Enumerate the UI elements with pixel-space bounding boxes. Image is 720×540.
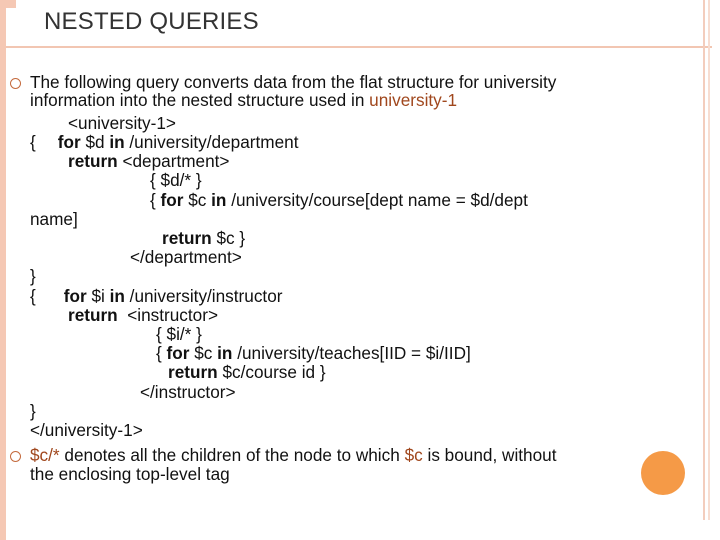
decorative-circle — [641, 451, 685, 495]
title-rule — [6, 46, 712, 48]
code-line-8: </department> — [130, 247, 242, 267]
bullet2-text-2: is bound, without — [422, 445, 557, 465]
bullet2-text-1: denotes all the children of the node to which — [59, 445, 405, 465]
code-var: $c — [189, 343, 218, 363]
code-keyword-in: in — [109, 132, 125, 152]
code-keyword-in: in — [211, 190, 227, 210]
bullet2-line2: the enclosing top-level tag — [30, 464, 230, 484]
code-keyword-in: in — [109, 286, 125, 306]
code-text: $c/course id } — [217, 362, 326, 382]
code-keyword-for: for — [63, 286, 87, 306]
code-line-16: } — [30, 401, 36, 421]
bullet1-highlight: university-1 — [369, 90, 458, 110]
left-border-decoration — [0, 0, 6, 540]
code-line-9: } — [30, 266, 36, 286]
code-line-2 — [30, 133, 660, 152]
code-keyword-for: for — [57, 132, 81, 152]
code-path: /university/instructor — [124, 286, 283, 306]
bullet1-line2-text: information into the nested structure used in — [30, 90, 370, 110]
code-line-1: <university-1> — [68, 113, 176, 133]
code-line-6: name] — [30, 209, 78, 229]
code-keyword-for: for — [166, 343, 190, 363]
code-line-12: { $i/* } — [156, 324, 202, 344]
code-brace: { — [30, 132, 36, 152]
bullet2-line1 — [30, 446, 660, 465]
code-var: $i — [86, 286, 110, 306]
code-line-17: </university-1> — [30, 420, 143, 440]
code-path: /university/department — [124, 132, 299, 152]
bullet-icon — [10, 451, 21, 462]
code-path: /university/course[dept name = $d/dept — [226, 190, 528, 210]
code-line-15: </instructor> — [140, 382, 236, 402]
code-keyword-return: return — [162, 228, 212, 248]
code-keyword-return: return — [68, 151, 118, 171]
bullet2-highlight-2: $c — [404, 445, 423, 465]
code-var: $d — [80, 132, 110, 152]
bullet-icon — [10, 78, 21, 89]
code-line-5 — [150, 191, 720, 210]
code-line-10 — [30, 287, 660, 306]
code-line-11 — [68, 306, 698, 325]
corner-decoration — [0, 0, 16, 8]
slide-title: NESTED QUERIES — [44, 8, 259, 35]
bullet1-line2 — [30, 91, 660, 110]
code-line-13 — [156, 344, 720, 363]
code-path: /university/teaches[IID = $i/IID] — [232, 343, 471, 363]
code-brace: { — [150, 190, 161, 210]
code-line-7 — [162, 229, 720, 248]
code-line-14 — [168, 363, 720, 382]
code-keyword-in: in — [217, 343, 233, 363]
code-text: <department> — [117, 151, 230, 171]
code-line-3 — [68, 152, 698, 171]
code-brace: { — [156, 343, 167, 363]
code-keyword-return: return — [68, 305, 118, 325]
bullet2-highlight-1: $c/* — [30, 445, 60, 465]
bullet1-line1: The following query converts data from the flat structure for university — [30, 72, 557, 92]
code-text: <instructor> — [117, 305, 218, 325]
code-line-4: { $d/* } — [150, 170, 202, 190]
code-var: $c — [183, 190, 212, 210]
code-text: $c } — [211, 228, 246, 248]
code-brace: { — [30, 286, 36, 306]
code-keyword-return: return — [168, 362, 218, 382]
code-keyword-for: for — [160, 190, 184, 210]
